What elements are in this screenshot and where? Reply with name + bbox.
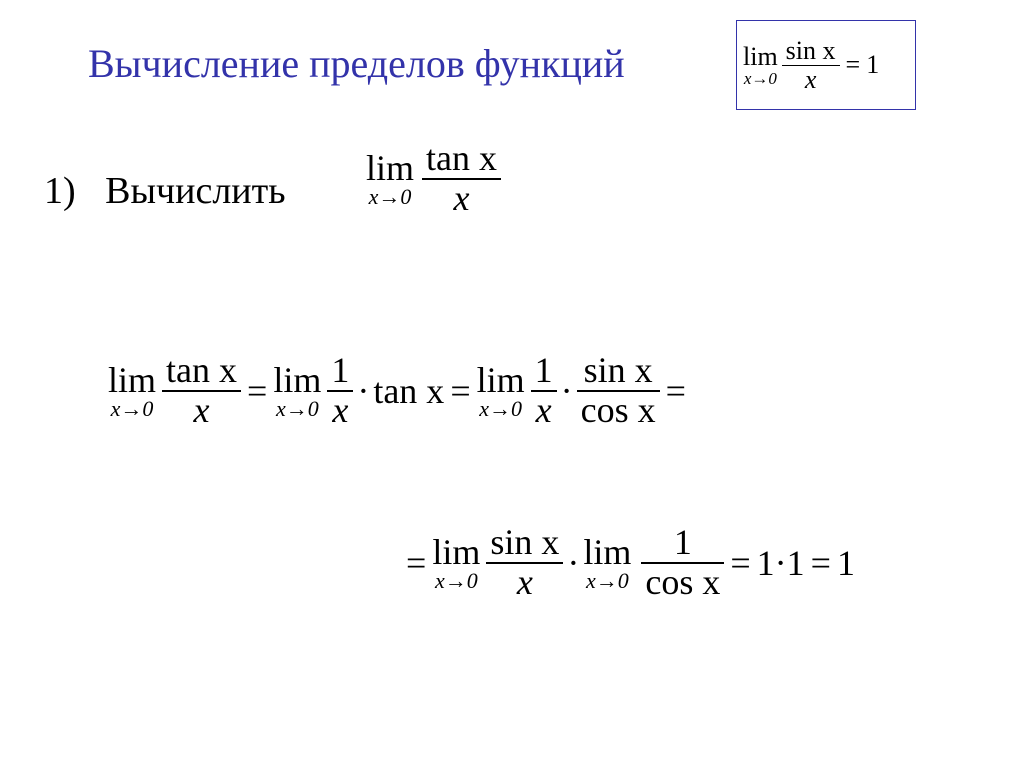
numerator: sin x [785,36,836,66]
numerator: sin x [583,350,653,390]
equals-sign: = [247,370,268,411]
task-number: 1) [44,170,76,212]
equals-sign: = [450,370,471,411]
lim-subscript: x→0 [368,183,412,209]
task-statement [44,168,286,214]
fraction [782,37,840,93]
limit-operator [476,359,525,421]
denominator: x [193,389,210,430]
lim-subscript: x→0 [275,395,319,421]
fraction-tan-over-x [162,352,241,430]
denominator: x [332,389,349,430]
numerator: 1 [534,350,553,390]
multiply-dot: · [560,370,573,411]
lim-subscript: x→0 [743,68,777,88]
multiply-dot: · [567,542,580,583]
final-result: 1 [836,542,855,583]
fraction-one-over-x [531,352,557,430]
limit-operator [366,147,415,209]
rhs-value: 1 [866,50,880,79]
numerator: sin x [490,522,560,562]
equals-sign: = [810,542,831,583]
fraction-sin-over-x [486,524,563,602]
numerator: tan x [166,350,237,390]
fraction [422,140,501,218]
remarkable-limit-formula [743,21,879,109]
product-value: 1·1 [756,542,805,583]
solution-line-1 [108,352,692,430]
numerator: tan x [426,138,497,178]
denominator: cos x [645,561,721,602]
denominator: cos x [580,389,656,430]
lim-subscript: x→0 [110,395,154,421]
lim-word: lim [583,531,632,572]
denominator: x [516,561,533,602]
lim-word: lim [273,359,322,400]
slide-title: Вычисление пределов функций [88,41,625,86]
lim-subscript: x→0 [479,395,523,421]
task-formula [366,140,501,218]
limit-operator [273,359,322,421]
lim-word: lim [432,531,481,572]
equals-sign: = [406,542,427,583]
denominator: x [535,389,552,430]
fraction-one-over-x [327,352,353,430]
lim-subscript: x→0 [434,567,478,593]
remarkable-limit-box [736,20,916,110]
numerator: 1 [673,522,692,562]
limit-operator [108,359,157,421]
multiply-dot: · [357,370,370,411]
tan-term: tan x [373,370,445,411]
fraction-one-over-cos [641,524,724,602]
task-text: Вычислить [105,170,286,212]
denominator: x [453,177,470,218]
numerator: 1 [331,350,350,390]
equals-sign: = [730,542,751,583]
denominator: x [804,64,817,94]
lim-subscript: x→0 [585,567,629,593]
limit-operator [583,531,632,593]
equals-sign: = [845,50,861,79]
lim-word: lim [108,359,157,400]
lim-word: lim [743,41,778,71]
equals-sign: = [665,370,686,411]
fraction-sin-over-cos [577,352,660,430]
solution-line-2 [400,524,855,602]
limit-operator [432,531,481,593]
lim-word: lim [476,359,525,400]
limit-operator [743,41,778,88]
lim-word: lim [366,147,415,188]
